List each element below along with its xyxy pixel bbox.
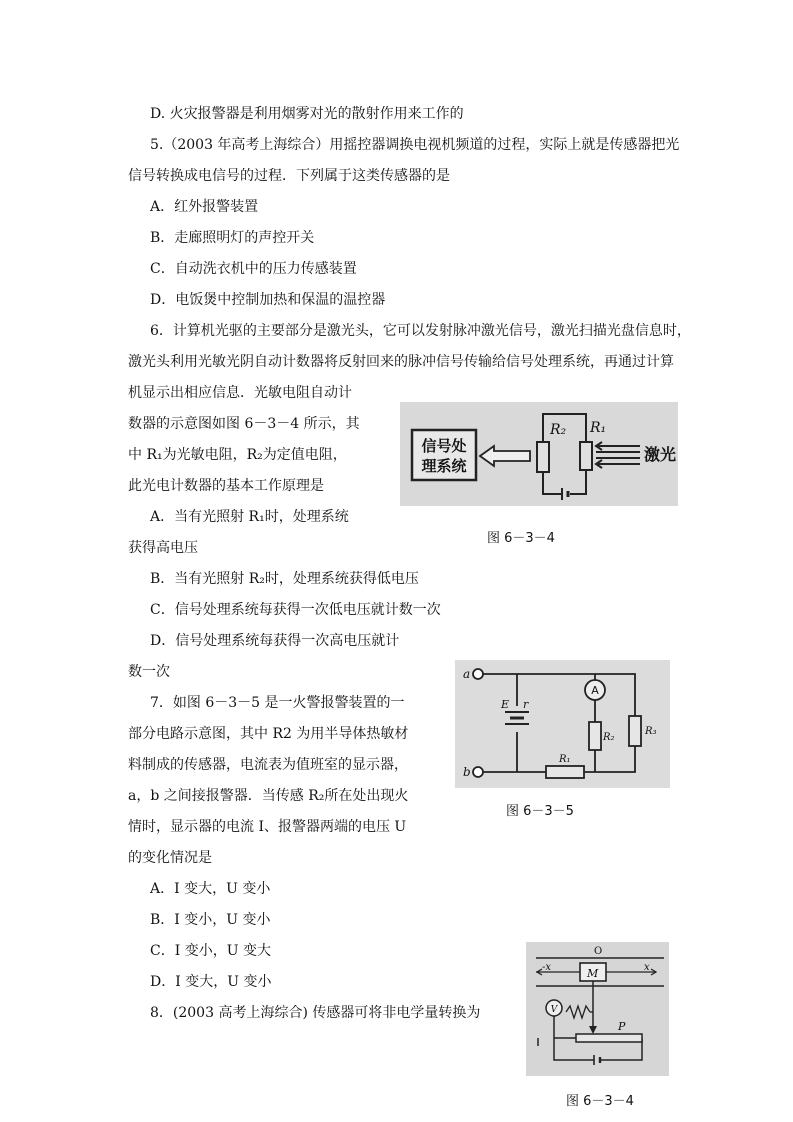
text-line: B．当有光照射 R₂时，处理系统获得低电压 bbox=[150, 571, 419, 587]
label-r3: R₃ bbox=[645, 726, 657, 737]
signal-processor-label-2: 理系统 bbox=[421, 457, 467, 475]
resistor-r2 bbox=[589, 722, 601, 750]
rheostat bbox=[576, 1034, 642, 1042]
label-m: M bbox=[587, 967, 599, 980]
text-line: 情时，显示器的电流 I、报警器两端的电压 U bbox=[128, 819, 407, 835]
spring-icon bbox=[566, 1006, 590, 1018]
text-line: 数器的示意图如图 6－3－4 所示，其 bbox=[128, 416, 360, 432]
label-laser: 激光 bbox=[644, 445, 677, 464]
text-line: A．红外报警装置 bbox=[150, 199, 259, 215]
text-line: D．电饭煲中控制加热和保温的温控器 bbox=[150, 292, 386, 308]
text-line: D．信号处理系统每获得一次高电压就计 bbox=[150, 633, 400, 649]
signal-arrow-icon bbox=[480, 446, 530, 466]
text-line: A．当有光照射 R₁时，处理系统 bbox=[150, 509, 349, 525]
text-line: 5.（2003 年高考上海综合）用摇控器调换电视机频道的过程，实际上就是传感器把光 bbox=[150, 137, 680, 153]
text-line: D．I 变大，U 变小 bbox=[150, 974, 272, 990]
label-b: b bbox=[463, 765, 471, 779]
figure-caption: 图 6－3－5 bbox=[506, 804, 574, 819]
figure-photoresistor-counter bbox=[400, 402, 678, 506]
text-line: 信号转换成电信号的过程．下列属于这类传感器的是 bbox=[128, 168, 450, 184]
text-line: a，b 之间接报警器．当传感 R₂所在处出现火 bbox=[128, 788, 409, 804]
signal-processor-label-1: 信号处 bbox=[421, 437, 467, 455]
label-v: V bbox=[550, 1005, 558, 1015]
label-r2: R₂ bbox=[603, 732, 615, 743]
text-line: 的变化情况是 bbox=[128, 850, 212, 866]
label-x-left: -x bbox=[542, 962, 552, 973]
text-line: 激光头利用光敏光阴自动计数器将反射回来的脉冲信号传输给信号处理系统，再通过计算 bbox=[128, 354, 674, 370]
laser-rays bbox=[596, 442, 640, 468]
figure-caption: 图 6－3－4 bbox=[566, 1094, 634, 1109]
text-line: 中 R₁为光敏电阻，R₂为定值电阻， bbox=[128, 447, 347, 463]
label-top: O bbox=[594, 946, 603, 957]
resistor-r2 bbox=[537, 442, 549, 472]
slider-contact bbox=[589, 1026, 597, 1034]
label-r: r bbox=[523, 698, 529, 711]
text-line: A．I 变大，U 变小 bbox=[150, 881, 271, 897]
text-line: 6．计算机光驱的主要部分是激光头，它可以发射脉冲激光信号，激光扫描光盘信息时， bbox=[150, 323, 691, 339]
text-line: B．I 变小，U 变小 bbox=[150, 912, 271, 928]
figure-displacement-sensor bbox=[526, 942, 669, 1076]
text-line: 数一次 bbox=[128, 664, 170, 680]
label-r1: R₁ bbox=[559, 754, 571, 765]
text-line: C．自动洗衣机中的压力传感装置 bbox=[150, 261, 357, 277]
terminal-b bbox=[473, 767, 483, 777]
label-p: P bbox=[618, 1020, 626, 1033]
text-line: 获得高电压 bbox=[128, 540, 198, 556]
text-line: 机显示出相应信息．光敏电阻自动计 bbox=[128, 385, 352, 401]
text-line: 部分电路示意图，其中 R2 为用半导体热敏材 bbox=[128, 726, 409, 742]
text-line: D. 火灾报警器是利用烟雾对光的散射作用来工作的 bbox=[150, 106, 464, 122]
figure-caption: 图 6－3－4 bbox=[487, 531, 555, 546]
label-x-right: x bbox=[644, 962, 650, 973]
resistor-r3 bbox=[629, 716, 641, 746]
label-r1: R₁ bbox=[590, 420, 607, 436]
text-line: 此光电计数器的基本工作原理是 bbox=[128, 478, 324, 494]
label-r2: R₂ bbox=[550, 422, 567, 438]
text-line: C．信号处理系统每获得一次低电压就计数一次 bbox=[150, 602, 441, 618]
text-line: C．I 变小，U 变大 bbox=[150, 943, 271, 959]
text-line: B．走廊照明灯的声控开关 bbox=[150, 230, 315, 246]
resistor-r1 bbox=[546, 766, 584, 778]
text-line: 料制成的传感器，电流表为值班室的显示器， bbox=[128, 757, 408, 773]
label-emf: E bbox=[501, 698, 510, 711]
figure-fire-alarm-circuit bbox=[455, 660, 670, 788]
label-ammeter: A bbox=[591, 684, 599, 697]
terminal-a bbox=[473, 669, 483, 679]
label-a: a bbox=[463, 667, 471, 681]
text-line: 8．(2003 高考上海综合) 传感器可将非电学量转换为 bbox=[150, 1005, 481, 1021]
circuit-wire bbox=[538, 981, 642, 1060]
text-line: 7．如图 6－3－5 是一火警报警装置的一 bbox=[150, 695, 405, 711]
resistor-r1 bbox=[580, 442, 592, 470]
